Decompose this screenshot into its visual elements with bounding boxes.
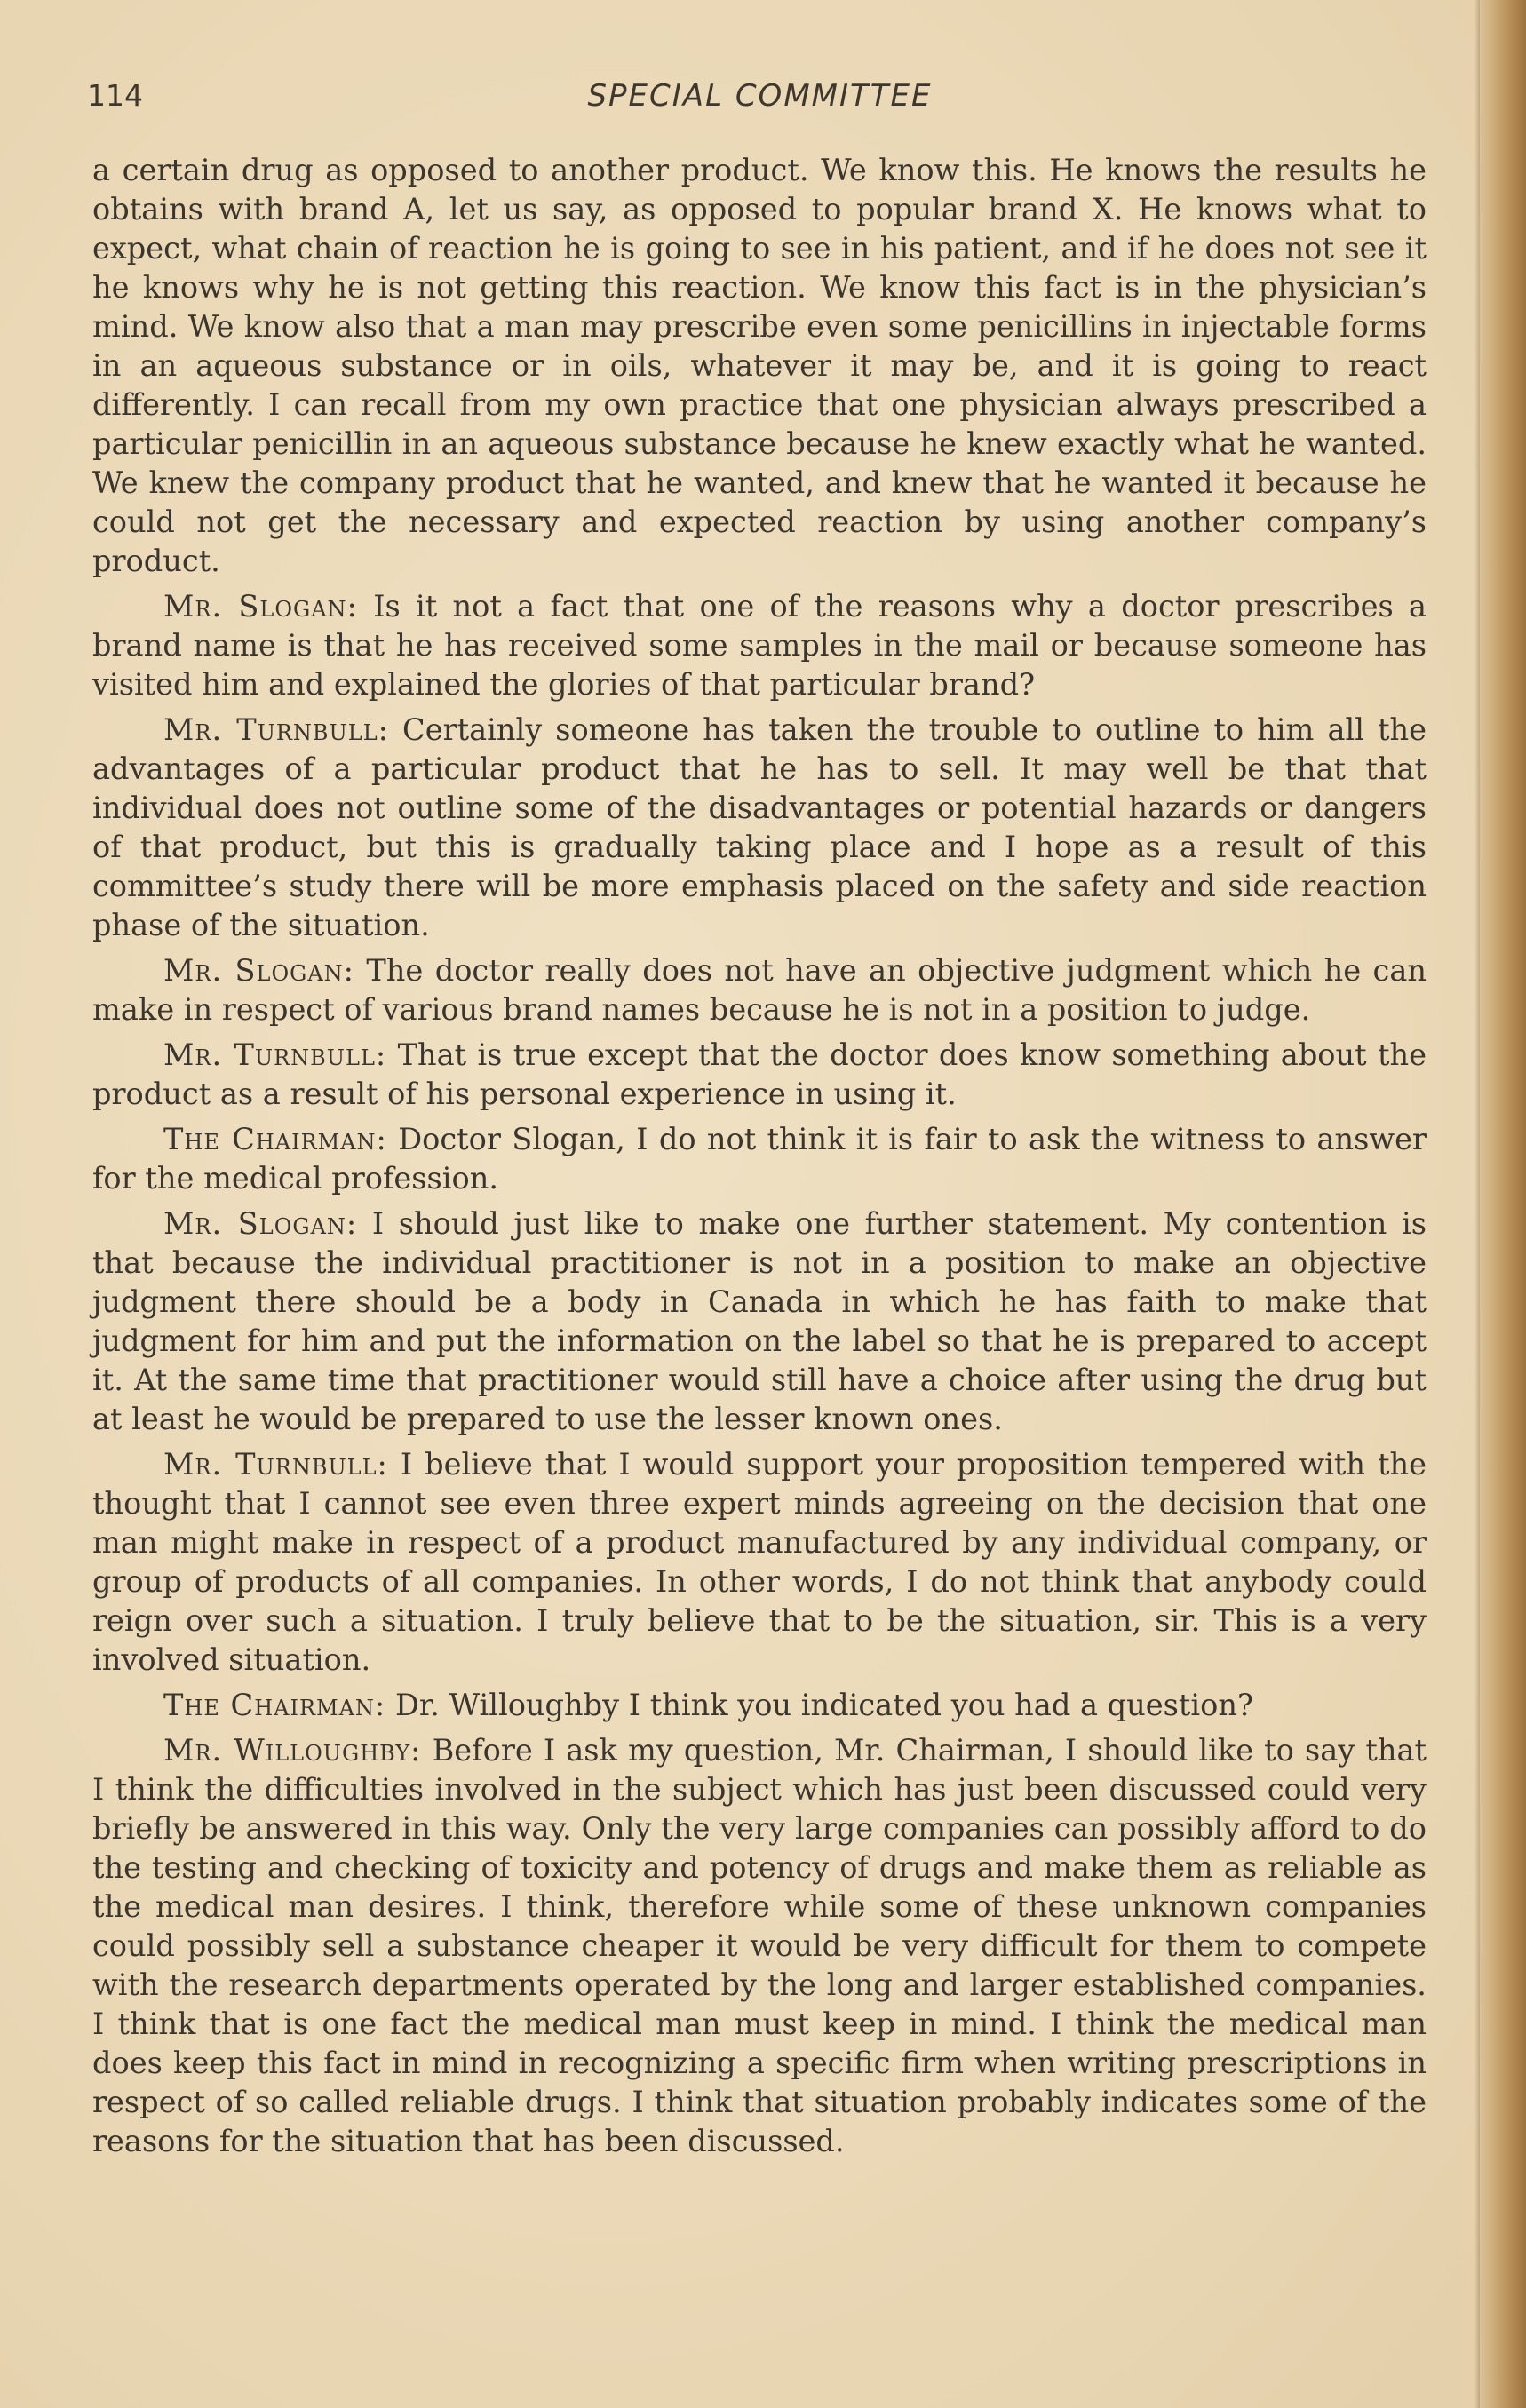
paragraph-turnbull-1 (92, 711, 1427, 945)
speaker-label: The Chairman: (163, 1122, 387, 1156)
paragraph-text: The doctor really does not have an objective judgment which he can make in respect of various brand names because he is not in a position to judge. (92, 953, 1427, 1027)
speaker-label: Mr. Willoughby: (163, 1733, 422, 1768)
paragraph-turnbull-3 (92, 1445, 1427, 1680)
speaker-label: Mr. Turnbull: (163, 1447, 388, 1482)
page-header (87, 78, 1433, 123)
body-text (92, 151, 1427, 2167)
speaker-label: Mr. Slogan: (163, 1206, 358, 1241)
paragraph-slogan-1 (92, 587, 1427, 704)
paragraph-slogan-3 (92, 1204, 1427, 1439)
speaker-label: The Chairman: (163, 1688, 386, 1722)
paragraph-slogan-2 (92, 951, 1427, 1029)
paragraph-text: Dr. Willoughby I think you indicated you had a question? (394, 1688, 1253, 1722)
paragraph-text: That is true except that the doctor does know something about the product as a result of his personal experience in using it. (92, 1037, 1427, 1111)
paragraph-text: Is it not a fact that one of the reasons why a doctor prescribes a brand name is that he has received some samples in the mail or because someone has visited him and explained the glories of that particular brand? (92, 589, 1427, 702)
running-title: SPECIAL COMMITTEE (587, 78, 933, 114)
paragraph-turnbull-2 (92, 1036, 1427, 1114)
speaker-label: Mr. Turnbull: (163, 712, 389, 747)
speaker-label: Mr. Turnbull: (163, 1037, 387, 1072)
page-number: 114 (87, 78, 143, 113)
speaker-label: Mr. Slogan: (163, 589, 358, 624)
book-binding-edge (1480, 0, 1526, 2408)
paragraph-willoughby-1 (92, 1731, 1427, 2161)
paragraph-text: Before I ask my question, Mr. Chairman, I should like to say that I think the difficulties involved in the subject which has just been discussed could very briefly be answered in this way. Only the very large companies can possibly afford to do the testing and checking of toxicity and potency of drugs and make them as reliable as the medical man desires. I think, therefore while some of these unknown companies could possibly sell a substance cheaper it would be very difficult for them to compete with the research departments operated by the long and larger established companies. I think that is one fact the medical man must keep in mind. I think the medical man does keep this fact in mind in recognizing a specific firm when writing prescriptions in respect of so called reliable drugs. I think that situation probably indicates some of the reasons for the situation that has been discussed. (92, 1733, 1427, 2158)
paragraph-text: a certain drug as opposed to another product. We know this. He knows the results he obtains with brand A, let us say, as opposed to popular brand X. He knows what to expect, what chain of reaction he is going to see in his patient, and if he does not see it he knows why he is not getting this reaction. We know this fact is in the physician’s mind. We know also that a man may prescribe even some penicillins in injectable forms in an aqueous substance or in oils, whatever it may be, and it is going to react differently. I can recall from my own practice that one physician always prescribed a particular penicillin in an aqueous substance because he knew exactly what he wanted. We knew the company product that he wanted, and knew that he wanted it because he could not get the necessary and expected reaction by using another company’s product. (92, 153, 1427, 578)
paragraph-text: Certainly someone has taken the trouble to outline to him all the advantages of a particular product that he has to sell. It may well be that that individual does not outline some of the disadvantages or potential hazards or dangers of that product, but this is gradually taking place and I hope as a result of this committee’s study there will be more emphasis placed on the safety and side reaction phase of the situation. (92, 712, 1427, 942)
paragraph-chairman-2 (92, 1686, 1427, 1725)
paragraph-continuation (92, 151, 1427, 581)
speaker-label: Mr. Slogan: (163, 953, 354, 988)
paragraph-text: I believe that I would support your proposition tempered with the thought that I cannot see even three expert minds agreeing on the decision that one man might make in respect of a product manufactured by any individual company, or group of products of all companies. In other words, I do not think that anybody could reign over such a situation. I truly believe that to be the situation, sir. This is a very involved situation. (92, 1447, 1427, 1677)
paragraph-text: I should just like to make one further statement. My contention is that because the individual practitioner is not in a position to make an objective judgment there should be a body in Canada in which he has faith to make that judgment for him and put the information on the label so that he is prepared to accept it. At the same time that practitioner would still have a choice after using the drug but at least he would be prepared to use the lesser known ones. (92, 1206, 1427, 1436)
paragraph-text: Doctor Slogan, I do not think it is fair to ask the witness to answer for the medical profession. (92, 1122, 1427, 1196)
paragraph-chairman-1 (92, 1120, 1427, 1198)
